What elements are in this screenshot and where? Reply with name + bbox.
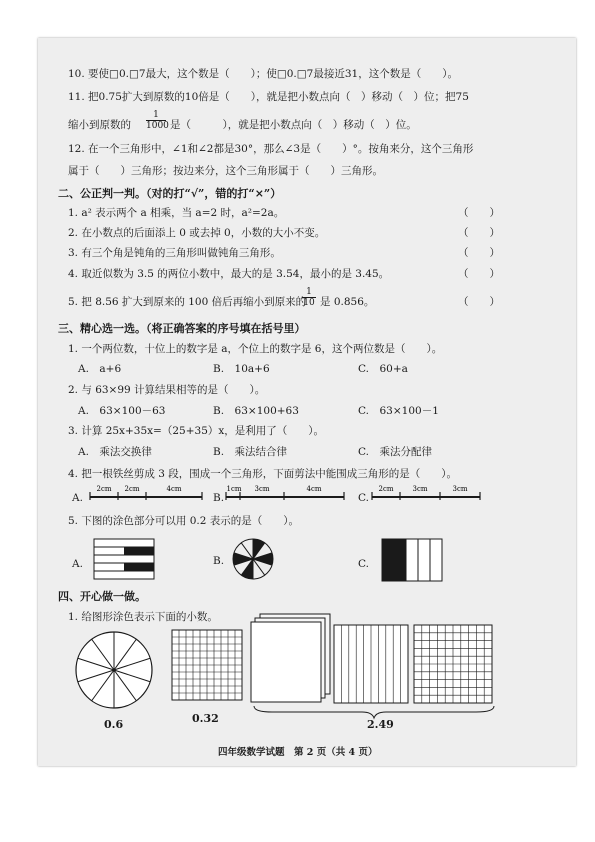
judge-5b: 是 0.856。 xyxy=(320,296,375,308)
shaded-rectangle-c xyxy=(382,539,444,583)
fraction-1-1000 xyxy=(146,110,169,131)
choice-1: 1. 一个两位数，十位上的数字是 a，个位上的数字是 6，这个两位数是（ ）。 xyxy=(68,343,443,355)
choice-1-option-c[interactable]: C. 60+a xyxy=(358,363,408,375)
section-3-heading: 三、精心选一选。（将正确答案的序号填在括号里） xyxy=(58,322,306,335)
shaded-rectangle-a xyxy=(94,539,156,581)
label-0-6: 0.6 xyxy=(104,718,124,731)
choice-4-option-c[interactable]: C. xyxy=(358,492,369,504)
judge-3: 3. 有三个角是钝角的三角形叫做钝角三角形。 xyxy=(68,247,281,259)
judge-4: 4. 取近似数为 3.5 的两位小数中，最大的是 3.54，最小的是 3.45。 xyxy=(68,268,390,280)
label-0-32: 0.32 xyxy=(192,712,219,725)
choice-5-option-b[interactable]: B. xyxy=(213,555,225,567)
choice-3-option-c[interactable]: C. 乘法分配律 xyxy=(358,446,432,458)
choice-4-option-a[interactable]: A. xyxy=(72,492,83,504)
grid-100-squares[interactable] xyxy=(172,630,244,702)
question-11-line1: 11. 把0.75扩大到原数的10倍是（ ），就是把小数点向（ ）移动（ ）位；把75 xyxy=(68,91,469,103)
segment-label: 3cm xyxy=(254,485,270,493)
segment-label: 4cm xyxy=(306,485,322,493)
choice-1-option-b[interactable]: B. 10a+6 xyxy=(213,363,270,375)
fraction-numerator: 1 xyxy=(302,287,316,298)
judge-1: 1. a² 表示两个 a 相乘，当 a=2 时，a²=2a。 xyxy=(68,207,285,219)
wire-segments-b xyxy=(226,484,346,504)
segment-label: 1cm xyxy=(226,485,242,493)
judge-5a: 5. 把 8.56 扩大到原来的 100 倍后再缩小到原来的 xyxy=(68,296,307,308)
choice-2: 2. 与 63×99 计算结果相等的是（ ）。 xyxy=(68,384,266,396)
choice-3: 3. 计算 25x+35x=（25+35）x，是利用了（ ）。 xyxy=(68,425,325,437)
judge-1-paren[interactable]: （ ） xyxy=(458,207,500,219)
choice-2-option-a[interactable]: A. 63×100－63 xyxy=(78,405,166,417)
wire-segments-a xyxy=(90,484,205,504)
question-11-line2b: 是（ ），就是把小数点向（ ）移动（ ）位。 xyxy=(170,119,417,131)
wire-segments-c xyxy=(372,484,482,504)
choice-3-option-b[interactable]: B. 乘法结合律 xyxy=(213,446,288,458)
segment-label: 2cm xyxy=(378,485,394,493)
fraction-denominator: 1000 xyxy=(146,121,169,131)
segment-label: 2cm xyxy=(96,485,112,493)
grid-100-squares-large[interactable] xyxy=(414,625,494,705)
fraction-numerator: 1 xyxy=(146,110,166,121)
stacked-squares[interactable] xyxy=(250,612,334,706)
section-2-heading: 二、公正判一判。（对的打“√”，错的打“×”） xyxy=(58,187,282,200)
question-11-line2a: 缩小到原数的 xyxy=(68,119,131,131)
choice-5-option-a[interactable]: A. xyxy=(72,558,83,570)
choice-5-option-c[interactable]: C. xyxy=(358,558,369,570)
question-12-line2: 属于（ ）三角形；按边来分，这个三角形属于（ ）三角形。 xyxy=(68,165,383,177)
segment-label: 2cm xyxy=(124,485,140,493)
grid-10-strips[interactable] xyxy=(334,625,410,705)
label-2-49: 2.49 xyxy=(367,718,394,731)
draw-question-1: 1. 给图形涂色表示下面的小数。 xyxy=(68,611,218,623)
circle-10-sectors[interactable] xyxy=(74,630,156,712)
judge-3-paren[interactable]: （ ） xyxy=(458,247,500,259)
question-10: 10. 要使□0.□7最大，这个数是（ ）；使□0.□7最接近31，这个数是（ ）。 xyxy=(68,68,458,80)
fraction-1-10 xyxy=(302,287,316,308)
judge-5-paren[interactable]: （ ） xyxy=(458,296,500,308)
segment-label: 3cm xyxy=(412,485,428,493)
judge-2-paren[interactable]: （ ） xyxy=(458,227,500,239)
choice-3-option-a[interactable]: A. 乘法交换律 xyxy=(78,446,152,458)
choice-5: 5. 下图的涂色部分可以用 0.2 表示的是（ ）。 xyxy=(68,515,299,527)
shaded-circle-b xyxy=(232,538,274,580)
choice-2-option-c[interactable]: C. 63×100－1 xyxy=(358,405,439,417)
question-12-line1: 12. 在一个三角形中，∠1和∠2都是30°，那么∠3是（ ）°。按角来分，这个三角形 xyxy=(68,143,474,155)
judge-4-paren[interactable]: （ ） xyxy=(458,268,500,280)
section-4-heading: 四、开心做一做。 xyxy=(58,590,146,603)
fraction-denominator: 10 xyxy=(303,298,315,308)
choice-4-option-b[interactable]: B. xyxy=(213,492,225,504)
choice-1-option-a[interactable]: A. a+6 xyxy=(78,363,122,375)
page-footer: 四年级数学试题 第 2 页（共 4 页） xyxy=(218,747,378,758)
judge-2: 2. 在小数点的后面添上 0 或去掉 0，小数的大小不变。 xyxy=(68,227,326,239)
segment-label: 3cm xyxy=(452,485,468,493)
choice-2-option-b[interactable]: B. 63×100+63 xyxy=(213,405,299,417)
segment-label: 4cm xyxy=(166,485,182,493)
choice-4: 4. 把一根铁丝剪成 3 段，围成一个三角形，下面剪法中能围成三角形的是（ ）。 xyxy=(68,468,457,480)
